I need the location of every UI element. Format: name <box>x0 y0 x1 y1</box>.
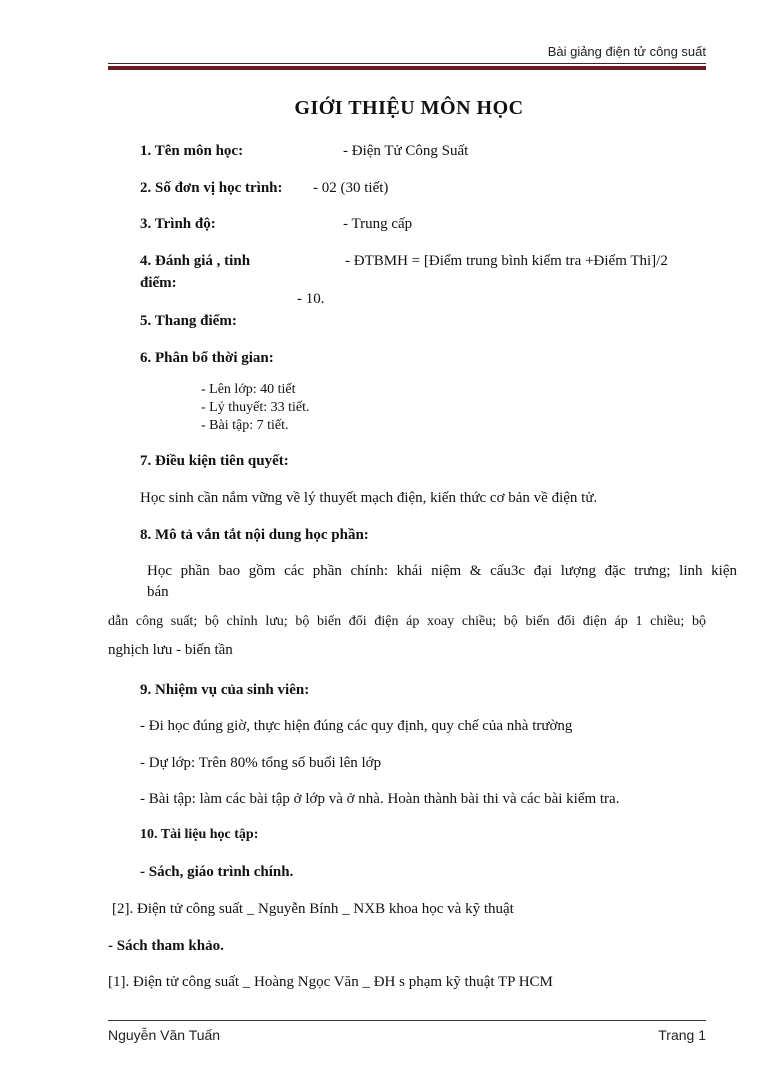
item5-label: 5. Thang điểm: <box>140 313 237 329</box>
item4-label-a: 4. Đánh giá , tinh <box>140 253 251 269</box>
item7-label: 7. Điều kiện tiên quyết: <box>140 453 289 469</box>
summary-line2: bán <box>147 584 169 600</box>
item4-value: - ĐTBMH = [Điểm trung bình kiểm tra +Điểm Thi]/2 <box>345 253 668 269</box>
header-rule-thick <box>108 66 706 70</box>
time-line: - Lên lớp: 40 tiết <box>201 382 296 397</box>
item2-label: 2. Số đơn vị học trình: <box>140 180 283 196</box>
item10-label: 10. Tài liệu học tập: <box>140 827 259 842</box>
prereq-text: Học sinh cần nắm vững về lý thuyết mạch điện, kiến thức cơ bản về điện tử. <box>140 490 598 506</box>
item6-label: 6. Phân bổ thời gian: <box>140 350 274 366</box>
duty-line: - Đi học đúng giờ, thực hiện đúng các quy định, quy chế của nhà trường <box>140 718 573 734</box>
item1-label: 1. Tên môn học: <box>140 143 244 159</box>
summary-line1: Học phần bao gồm các phần chính: khái niệm & cấu3c đại lượng đặc trưng; linh kiện <box>147 563 737 579</box>
time-line: - Lý thuyết: 33 tiết. <box>201 400 310 415</box>
time-line: - Bài tập: 7 tiết. <box>201 418 289 433</box>
item3-label: 3. Trình độ: <box>140 216 216 232</box>
running-header: Bài giảng điện tử công suất <box>547 44 706 59</box>
ref-books-label: - Sách tham khảo. <box>108 938 224 954</box>
page-title: GIỚI THIỆU MÔN HỌC <box>294 97 524 119</box>
item2-value: - 02 (30 tiết) <box>313 180 389 196</box>
item9-label: 9. Nhiệm vụ của sinh viên: <box>140 682 310 698</box>
footer-author: Nguyễn Văn Tuấn <box>108 1027 221 1043</box>
summary-line4: nghịch lưu - biến tần <box>108 642 233 658</box>
item5-value: - 10. <box>297 291 325 307</box>
item1-value: - Điện Tử Công Suất <box>343 143 469 159</box>
footer-page-number: Trang 1 <box>658 1027 706 1043</box>
ref-book-item: [1]. Điện tử công suất _ Hoàng Ngọc Văn _ ĐH s phạm kỹ thuật TP HCM <box>108 974 553 990</box>
footer-rule <box>108 1020 706 1021</box>
main-books-label: - Sách, giáo trình chính. <box>140 864 294 880</box>
item4-label-b: điểm: <box>140 275 177 291</box>
duty-line: - Dự lớp: Trên 80% tổng số buổi lên lớp <box>140 755 382 771</box>
summary-line3: dẫn công suất; bộ chỉnh lưu; bộ biến đổi điện áp xoay chiều; bộ biến đổi điện áp 1 chiều; bộ <box>108 614 706 629</box>
main-book-ref: [2]. Điện tử công suất _ Nguyễn Bính _ NXB khoa học và kỹ thuật <box>112 901 514 917</box>
item8-label: 8. Mô tả vắn tắt nội dung học phần: <box>140 527 369 543</box>
header-rule-thin <box>108 63 706 64</box>
duty-line: - Bài tập: làm các bài tập ở lớp và ở nhà. Hoàn thành bài thi và các bài kiểm tra. <box>140 791 620 807</box>
item3-value: - Trung cấp <box>343 216 413 232</box>
